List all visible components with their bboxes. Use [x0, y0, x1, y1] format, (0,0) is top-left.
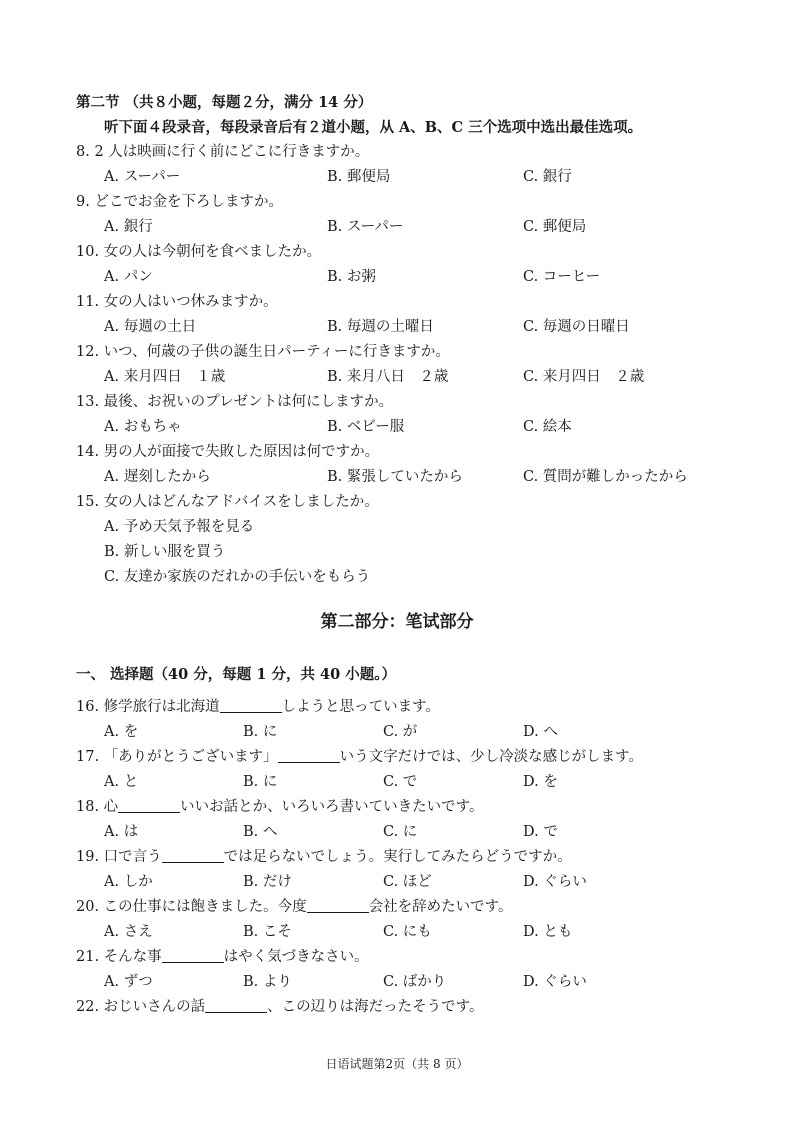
- question-text: 10. 女の人は今朝何を食べましたか。: [76, 244, 322, 260]
- options-9: [0, 215, 794, 240]
- question-8: [0, 140, 794, 165]
- page-footer: 日语试题第2页（共 8 页）: [325, 1057, 469, 1071]
- option-b[interactable]: B. だけ: [243, 874, 292, 890]
- question-suffix: はやく気づきなさい。: [223, 949, 369, 965]
- options-11: [0, 315, 794, 340]
- option-b[interactable]: B. こそ: [243, 924, 292, 940]
- option-c[interactable]: C. に: [383, 824, 418, 840]
- option-a[interactable]: A. 予め天気予報を見る: [104, 519, 255, 535]
- options-8: [0, 165, 794, 190]
- option-c[interactable]: C. コーヒー: [523, 269, 601, 285]
- option-b[interactable]: B. ベビー服: [327, 419, 405, 435]
- question-suffix: いいお話とか、いろいろ書いていきたいです。: [180, 799, 484, 815]
- option-b[interactable]: B. に: [243, 724, 278, 740]
- option-b[interactable]: B. 郵便局: [327, 169, 391, 185]
- option-c[interactable]: C. にも: [383, 924, 432, 940]
- answer-blank: [118, 797, 180, 813]
- answer-blank: [162, 847, 224, 863]
- section-header: [0, 90, 794, 115]
- option-c[interactable]: C. ほど: [383, 874, 432, 890]
- option-d[interactable]: D. ぐらい: [523, 874, 587, 890]
- answer-blank: [205, 997, 267, 1013]
- question-text: [76, 845, 572, 870]
- question-22: [0, 995, 794, 1020]
- option-a[interactable]: A. 来月四日 １歳: [104, 369, 226, 385]
- option-a[interactable]: A. さえ: [104, 924, 153, 940]
- question-11: [0, 290, 794, 315]
- option-d[interactable]: D. とも: [523, 924, 573, 940]
- question-12: [0, 340, 794, 365]
- part-title: 第二部分：笔试部分: [320, 612, 474, 632]
- question-9: [0, 190, 794, 215]
- options-16: [0, 720, 794, 745]
- option-a[interactable]: A. 遅刻したから: [104, 469, 211, 485]
- question-20: [0, 895, 794, 920]
- options-17: [0, 770, 794, 795]
- question-prefix: 18. 心: [76, 799, 119, 815]
- options-20: [0, 920, 794, 945]
- question-suffix: いう文字だけでは、少し冷淡な感じがします。: [339, 749, 644, 765]
- option-c[interactable]: C. ばかり: [383, 974, 447, 990]
- answer-blank: [307, 897, 369, 913]
- section-header-text: 第二节 （共８小题，每题２分，满分 14 分）: [76, 94, 373, 111]
- option-b[interactable]: B. スーパー: [327, 219, 404, 235]
- option-a[interactable]: A. 銀行: [104, 219, 153, 235]
- section-instruction-text: 听下面４段录音，每段录音后有２道小题，从 A、B、C 三个选项中选出最佳选项。: [104, 119, 643, 136]
- option-a[interactable]: A. 毎週の土日: [104, 319, 197, 335]
- question-prefix: 17. 「ありがとうございます」: [76, 749, 278, 765]
- options-10: [0, 265, 794, 290]
- option-d[interactable]: D. へ: [523, 724, 558, 740]
- question-text: 13. 最後、お祝いのプレゼントは何にしますか。: [76, 394, 394, 410]
- question-suffix: しようと思っています。: [281, 699, 441, 715]
- options-19: [0, 870, 794, 895]
- question-10: [0, 240, 794, 265]
- question-text: [76, 895, 513, 920]
- options-18: [0, 820, 794, 845]
- question-text: [76, 745, 643, 770]
- question-text: [76, 945, 369, 970]
- answer-blank: [162, 947, 224, 963]
- option-c[interactable]: C. 友達か家族のだれかの手伝いをもらう: [104, 569, 371, 585]
- question-16: [0, 695, 794, 720]
- question-text: 14. 男の人が面接で失敗した原因は何ですか。: [76, 444, 380, 460]
- answer-blank: [278, 747, 340, 763]
- question-18: [0, 795, 794, 820]
- option-a[interactable]: A. パン: [104, 269, 153, 285]
- answer-blank: [220, 697, 282, 713]
- question-13: [0, 390, 794, 415]
- options-21: [0, 970, 794, 995]
- option-d[interactable]: D. ぐらい: [523, 974, 587, 990]
- option-b[interactable]: B. 毎週の土曜日: [327, 319, 434, 335]
- option-c[interactable]: C. 毎週の日曜日: [523, 319, 630, 335]
- option-b[interactable]: B. に: [243, 774, 278, 790]
- choice-header-text: 一、 选择题（40 分，每题 1 分，共 40 小题。）: [76, 666, 396, 683]
- option-d[interactable]: D. で: [523, 824, 558, 840]
- option-c[interactable]: C. 郵便局: [523, 219, 587, 235]
- choice-header: [0, 662, 794, 687]
- question-prefix: 16. 修学旅行は北海道: [76, 699, 220, 715]
- question-text: [76, 995, 484, 1020]
- option-15-b-row: [0, 540, 794, 565]
- question-text: 9. どこでお金を下ろしますか。: [76, 194, 283, 210]
- question-text: 11. 女の人はいつ休みますか。: [76, 294, 278, 310]
- option-b[interactable]: B. へ: [243, 824, 278, 840]
- option-b[interactable]: B. 緊張していたから: [327, 469, 463, 485]
- question-prefix: 22. おじいさんの話: [76, 999, 206, 1015]
- options-14: [0, 465, 794, 490]
- option-c[interactable]: C. 絵本: [523, 419, 572, 435]
- question-14: [0, 440, 794, 465]
- option-a[interactable]: A. ずつ: [104, 974, 153, 990]
- option-c[interactable]: C. で: [383, 774, 418, 790]
- option-a[interactable]: A. は: [104, 824, 139, 840]
- question-text: 8. 2 人は映画に行く前にどこに行きますか。: [76, 144, 370, 160]
- option-c[interactable]: C. 来月四日 ２歳: [523, 369, 645, 385]
- question-suffix: では足らないでしょう。実行してみたらどうですか。: [223, 849, 572, 865]
- question-prefix: 20. この仕事には飽きました。今度: [76, 899, 307, 915]
- question-prefix: 19. 口で言う: [76, 849, 162, 865]
- options-13: [0, 415, 794, 440]
- question-text: 15. 女の人はどんなアドバイスをしましたか。: [76, 494, 379, 510]
- question-suffix: 会社を辞めたいです。: [368, 899, 513, 915]
- option-a[interactable]: A. おもちゃ: [104, 419, 182, 435]
- question-prefix: 21. そんな事: [76, 949, 162, 965]
- option-b[interactable]: B. より: [243, 974, 292, 990]
- option-c[interactable]: C. 銀行: [523, 169, 572, 185]
- option-a[interactable]: A. しか: [104, 874, 153, 890]
- question-text: 12. いつ、何歳の子供の誕生日パーティーに行きますか。: [76, 344, 450, 360]
- option-c[interactable]: C. 質問が難しかったから: [523, 469, 688, 485]
- question-text: [76, 795, 484, 820]
- option-a[interactable]: A. を: [104, 724, 139, 740]
- option-a[interactable]: A. スーパー: [104, 169, 181, 185]
- section-instruction: [0, 115, 794, 140]
- options-12: [0, 365, 794, 390]
- option-15-c-row: [0, 565, 794, 590]
- question-15: [0, 490, 794, 515]
- option-b[interactable]: B. 来月八日 ２歳: [327, 369, 449, 385]
- option-c[interactable]: C. が: [383, 724, 418, 740]
- question-21: [0, 945, 794, 970]
- question-19: [0, 845, 794, 870]
- question-suffix: 、この辺りは海だったそうです。: [267, 999, 484, 1015]
- option-b[interactable]: B. お粥: [327, 269, 376, 285]
- option-d[interactable]: D. を: [523, 774, 558, 790]
- option-15-a-row: [0, 515, 794, 540]
- option-a[interactable]: A. と: [104, 774, 139, 790]
- question-text: [76, 695, 440, 720]
- question-17: [0, 745, 794, 770]
- option-b[interactable]: B. 新しい服を買う: [104, 544, 226, 560]
